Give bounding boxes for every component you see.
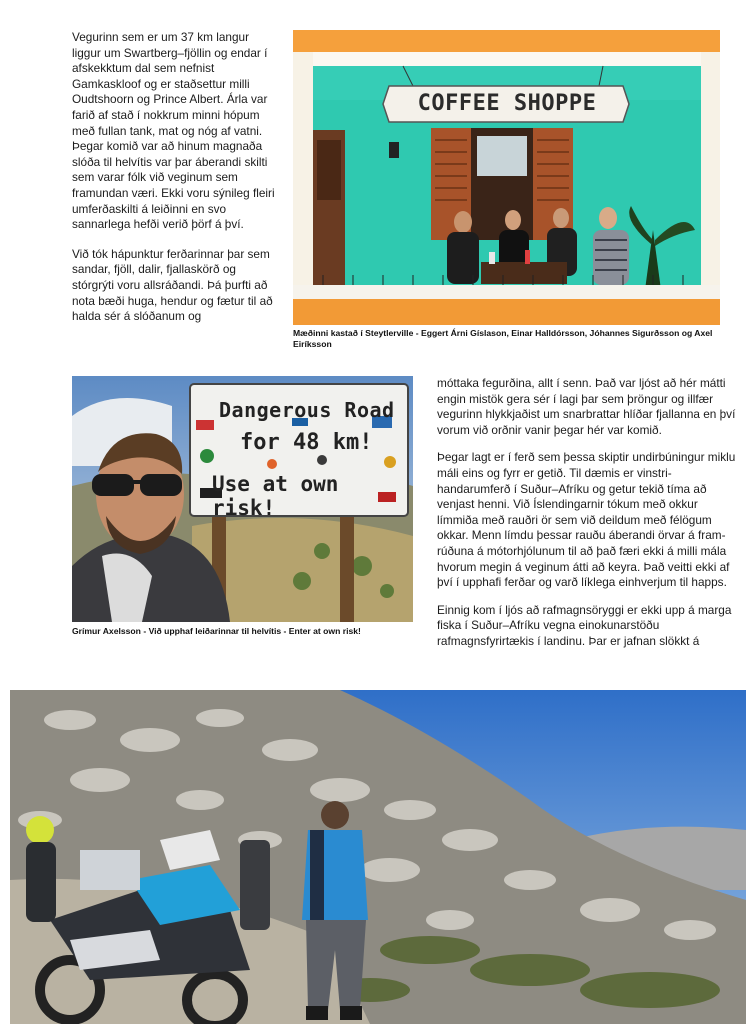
paragraph: móttaka fegurðina, allt í senn. Það var ljóst að hér mátti engin mistök gera sér í lagi þar sem þröngur og illfær vegurinn hlykkjaðist um snarbrattar hlíðar fjallanna en því vorum við orðnir vanir þegar hér var komið. bbox=[437, 376, 736, 437]
paragraph: Vegurinn sem er um 37 km langur liggur um Swartberg–fjöllin og endar í afskekktum dal sem nefnist Gamkaskloof og er staðsettur milli Oudtshoorn og Prince Albert. Árla var farið af stað í nokkrum minni hópum með fullan tank, mat og nóg af vatni. Þegar komið var að hinum magnaða slóða til helvítis var þar áberandi skilti sem varar fólk við veginum sem framundan væri. Ekki voru sýnileg fleiri umferðaskilti á leiðinni en svo sannarlega hefði verið þörf á því. bbox=[72, 30, 275, 232]
article-column-right bbox=[437, 376, 739, 650]
coffee-shoppe-photo bbox=[293, 30, 720, 325]
photo-caption-cafe: Mæðinni kastað í Steytlerville - Eggert Árni Gíslason, Einar Halldórsson, Jóhannes Sigurðsson og Axel Eiríksson bbox=[293, 328, 713, 349]
dangerous-road-selfie-photo bbox=[72, 376, 413, 622]
motorcycles-mountain-photo bbox=[10, 690, 746, 1024]
road-sign-line-3: Use at own risk! bbox=[212, 472, 339, 520]
article-column-left bbox=[72, 30, 280, 325]
shop-sign-text: COFFEE SHOPPE bbox=[417, 91, 597, 116]
paragraph: Við tók hápunktur ferðarinnar þar sem sandar, fjöll, dalir, fjallaskörð og stórgrýti voru allsráðandi. Þá þurfti að nota bæði huga, hendur og fætur til að halda sér á slóðanum og bbox=[72, 246, 273, 324]
photo-caption-road-sign: Grímur Axelsson - Við upphaf leiðarinnar til helvítis - Enter at own risk! bbox=[72, 626, 361, 636]
road-sign-line-1: Dangerous Road bbox=[219, 398, 395, 422]
paragraph: Einnig kom í ljós að rafmagnsöryggi er ekki upp á marga fiska í Suður–Afríku vegna einokunarstöðu rafmagnsfyrirtækis í landinu. Þar er jafnan slökkt á bbox=[437, 602, 732, 648]
paragraph: Þegar lagt er í ferð sem þessa skiptir undirbúningur miklu máli eins og fyrr er getið. Til dæmis er vinstri-handarumferð í Suður–Afríku og getur tekið tíma að venjast henni. Við Íslendingarnir tókum með okkur límmiða með rauðri ör sem við deildum með félögum okkar. Menn límdu þessar rauðu áberandi örvar á fram-rúðuna á mótorhjólunum til að það færi ekki á milli mála hvorum megin á veginum átti að keyra. Það veitti ekki af því í upphafi ferðar og varð líklega einhverjum til happs. bbox=[437, 450, 736, 590]
road-sign-line-2: for 48 km! bbox=[240, 430, 373, 455]
